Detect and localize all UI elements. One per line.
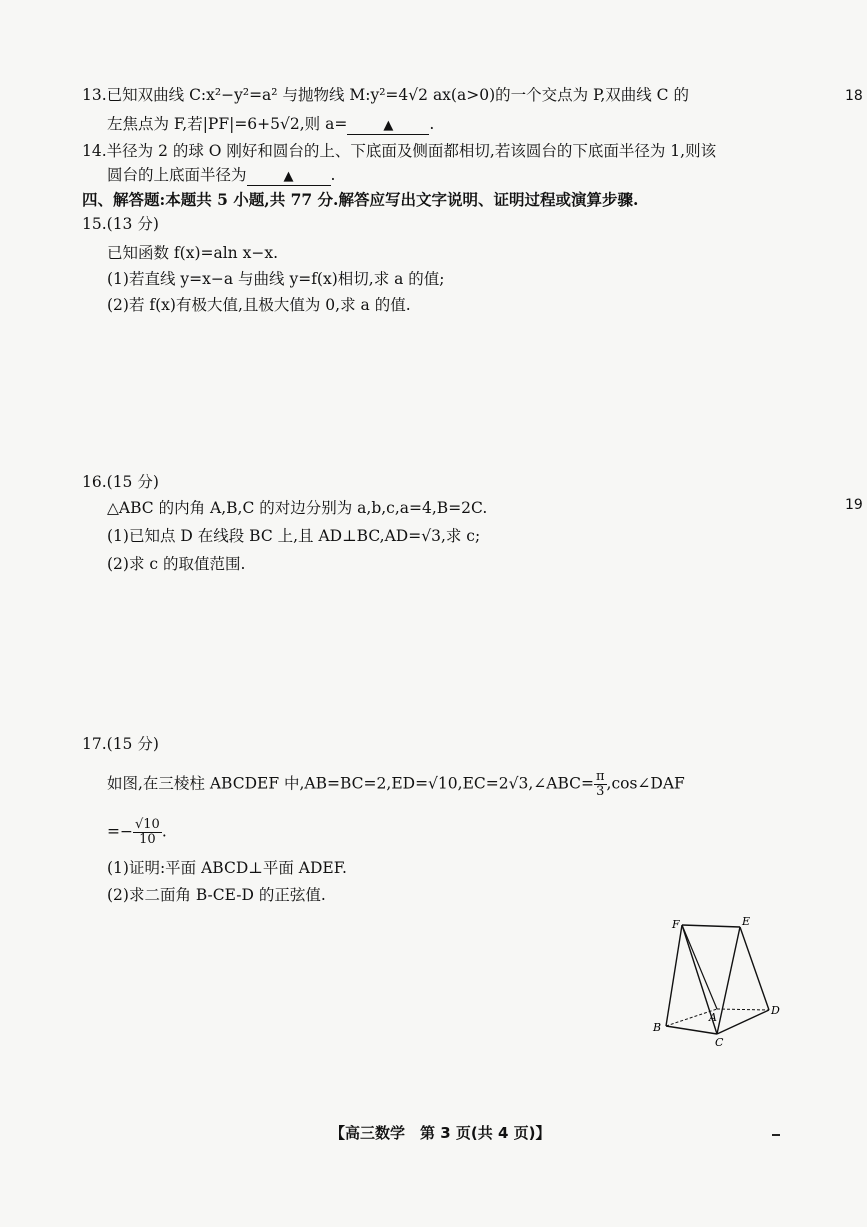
label-a: A [709,1011,717,1024]
cos-numerator: √10 [134,817,160,832]
triangle-icon: ▲ [283,169,294,184]
q17-header: 17.(15 分) [82,735,159,753]
q15-header: 15.(13 分) [82,215,159,233]
q17-stem-continued [107,818,167,847]
angle-fraction [594,770,607,799]
q14-answer-blank [247,167,331,186]
edge-ad [717,1009,769,1010]
edge-cd [717,1010,769,1034]
section-heading: 四、解答题:本题共 5 小题,共 77 分.解答应写出文字说明、证明过程或演算步骤. [82,190,639,209]
cos-fraction [133,818,162,847]
angle-denominator: 3 [596,784,605,799]
q14-line2-end: . [330,166,336,184]
label-b: B [653,1021,662,1034]
q15-stem: 已知函数 f(x)=aln x−x. [107,244,278,262]
edge-fb [666,925,682,1026]
edge-fa [682,925,717,1009]
q13-answer-blank [347,116,429,135]
label-d: D [771,1004,780,1017]
margin-number-18: 18 [845,88,863,104]
triangle-icon: ▲ [383,118,394,133]
q17-part1: (1)证明:平面 ABCD⊥平面 ADEF. [107,859,347,877]
q16-part1: (1)已知点 D 在线段 BC 上,且 AD⊥BC,AD=√3,求 c; [107,527,481,545]
q13-line1: 13.已知双曲线 C:x²−y²=a² 与抛物线 M:y²=4√2 ax(a>0)的一个交点为 P,双曲线 C 的 [82,86,689,104]
q13-line2 [107,113,434,135]
q15-part2: (2)若 f(x)有极大值,且极大值为 0,求 a 的值. [107,296,411,314]
q14-line2 [107,164,335,186]
q14-line1: 14.半径为 2 的球 O 刚好和圆台的上、下底面及侧面都相切,若该圆台的下底面半径为 1,则该 [82,142,717,160]
page-footer: 【高三数学 第 3 页(共 4 页)】 [330,1124,551,1142]
margin-number-19: 19 [845,497,863,513]
q16-stem: △ABC 的内角 A,B,C 的对边分别为 a,b,c,a=4,B=2C. [107,499,488,517]
cos-denominator: 10 [139,832,156,847]
corner-mark [772,1134,780,1136]
q13-line2-text: 左焦点为 F,若|PF|=6+5√2,则 a= [107,115,348,133]
q13-line2-end: . [429,115,435,133]
q17-cont-text: =− [107,822,133,841]
angle-numerator: π [595,769,605,784]
q16-part2: (2)求 c 的取值范围. [107,555,246,573]
q15-part1: (1)若直线 y=x−a 与曲线 y=f(x)相切,求 a 的值; [107,270,445,288]
label-f: F [672,918,680,931]
q17-stem [107,770,685,799]
label-e: E [742,915,751,928]
q16-header: 16.(15 分) [82,473,159,491]
edge-bc [666,1026,717,1034]
edge-ec [717,927,740,1034]
q17-cont-end: . [161,822,167,841]
label-c: C [715,1036,724,1048]
q17-part2: (2)求二面角 B-CE-D 的正弦值. [107,886,326,904]
prism-figure [645,908,795,1048]
q17-stem-end: ,cos∠DAF [606,774,685,793]
edge-fe [682,925,740,927]
q17-stem-text: 如图,在三棱柱 ABCDEF 中,AB=BC=2,ED=√10,EC=2√3,∠ABC= [107,774,594,793]
edge-ed [740,927,769,1010]
q14-line2-text: 圆台的上底面半径为 [107,166,247,184]
